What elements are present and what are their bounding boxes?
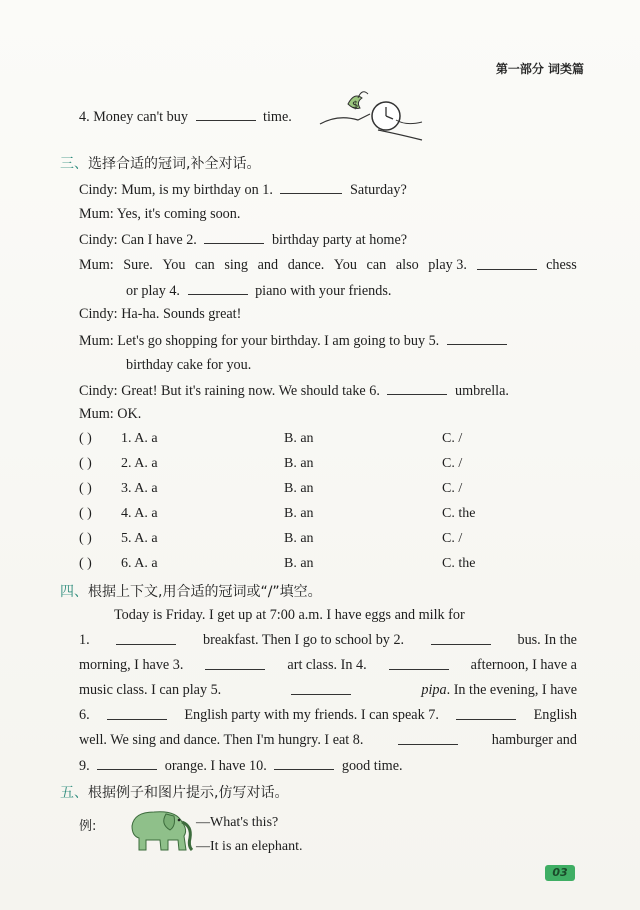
answer-paren[interactable]: ( ) [79, 481, 92, 496]
passage-line-4: music class. I can play 5. pipa. In the evening, I have [79, 682, 577, 698]
dialogue-line-2: Mum: Yes, it's coming soon. [79, 206, 241, 222]
answer-paren[interactable]: ( ) [79, 531, 92, 546]
dialogue-line-5: Cindy: Ha-ha. Sounds great! [79, 306, 242, 322]
elephant-illustration [124, 806, 194, 856]
answer-paren[interactable]: ( ) [79, 431, 92, 446]
answer-blank[interactable] [398, 732, 458, 745]
dialogue-line-6: Mum: Let's go shopping for your birthday. I am going to buy 5. [79, 332, 511, 350]
answer-blank[interactable] [456, 707, 516, 720]
answer-blank[interactable] [291, 682, 351, 695]
example-question: —What's this? [196, 815, 279, 830]
example-answer: —It is an elephant. [196, 839, 303, 854]
answer-blank[interactable] [280, 181, 342, 194]
section-5-title: 五、根据例子和图片提示,仿写对话。 [60, 785, 289, 801]
section-4-title: 四、根据上下文,用合适的冠词或“/”填空。 [60, 584, 322, 600]
answer-paren[interactable]: ( ) [79, 456, 92, 471]
dialogue-line-4b: or play 4. piano with your friends. [126, 283, 392, 299]
answer-paren[interactable]: ( ) [79, 556, 92, 571]
answer-blank[interactable] [389, 657, 449, 670]
answer-blank[interactable] [116, 632, 176, 645]
passage-line-7: 9. orange. I have 10. good time. [79, 758, 403, 774]
svg-text:$: $ [352, 100, 359, 111]
passage-line-3: morning, I have 3. art class. In 4. afternoon, I have a [79, 657, 577, 673]
answer-blank[interactable] [204, 231, 264, 244]
answer-blank[interactable] [387, 382, 447, 395]
dialogue-line-1: Cindy: Mum, is my birthday on 1. Saturday? [79, 182, 407, 198]
passage-line-6: well. We sing and dance. Then I'm hungry. I eat 8. hamburger and [79, 732, 577, 748]
answer-blank[interactable] [97, 757, 157, 770]
answer-blank[interactable] [431, 632, 491, 645]
answer-paren[interactable]: ( ) [79, 506, 92, 521]
question-4: 4. Money can't buy time. [79, 109, 292, 125]
section-3-title: 三、选择合适的冠词,补全对话。 [60, 156, 261, 172]
passage-line-5: 6. English party with my friends. I can speak 7. English [79, 707, 577, 723]
answer-blank[interactable] [477, 257, 537, 270]
passage-line-1: Today is Friday. I get up at 7:00 a.m. I have eggs and milk for [114, 607, 465, 623]
dialogue-line-7: Cindy: Great! But it's raining now. We should take 6. umbrella. [79, 383, 509, 399]
page-number: 03 [545, 865, 575, 881]
money-clock-illustration [318, 84, 428, 144]
dialogue-line-6b: birthday cake for you. [126, 357, 252, 373]
worksheet-page: 第一部分 词类篇 4. Money can't buy time. $ 三、选择合适的冠词,补全对话。 Cindy: Mum, is my birthday on 1. Saturday? Mum: Yes, it's coming soon. Cindy: Can I have 2. birthday party at home? Mum: Sure. You can sing and dance. You can also play 3. chess or play 4. piano with your friends. Cindy: Ha-ha. Sounds great! Mum: Let's go shopping for your birthday. I am going to buy 5. birthday cake for you. Cindy: Great! But it's raining now. We should take 6. umbrella. Mum: OK. ( ) 1. A. a B. an C. / ( ) 2. A. a B. an C. / ( ) 3. A. a B. an C. / ( ) 4. A. a B. an C. the ( ) 5. A. a B. an C. / ( ) 6. A. a B. an C. the 四、根据上下文,用合适的冠词或“/”填空。 Today is Friday. I get up at 7:00 a.m. I have eggs and milk for 1. breakfast. Then I go to school by 2. bus. In the morning, I have 3. art class. In 4. afternoon, I have a music class. I can play 5. pipa. In the evening, I have 6. English party with my friends. I can speak 7. English well. We sing and dance. Then I'm hungry. I eat 8. hamburger and 9. orange. I have 10. good time. 五、根据例子和图片提示,仿写对话。 例: —What's this? —It is an elephant. 03 [0, 0, 640, 910]
answer-blank[interactable] [107, 707, 167, 720]
section-header: 第一部分 词类篇 [495, 62, 584, 76]
answer-blank[interactable] [188, 282, 248, 295]
dialogue-line-3: Cindy: Can I have 2. birthday party at home? [79, 232, 408, 248]
answer-blank[interactable] [205, 657, 265, 670]
dialogue-line-4: Mum: Sure. You can sing and dance. You can also play 3. chess [79, 257, 577, 273]
dialogue-line-8: Mum: OK. [79, 406, 142, 422]
example-label: 例: [79, 819, 97, 834]
answer-blank[interactable] [274, 757, 334, 770]
answer-blank[interactable] [447, 332, 507, 345]
passage-line-2: 1. breakfast. Then I go to school by 2. bus. In the [79, 632, 577, 648]
answer-blank[interactable] [196, 108, 256, 121]
